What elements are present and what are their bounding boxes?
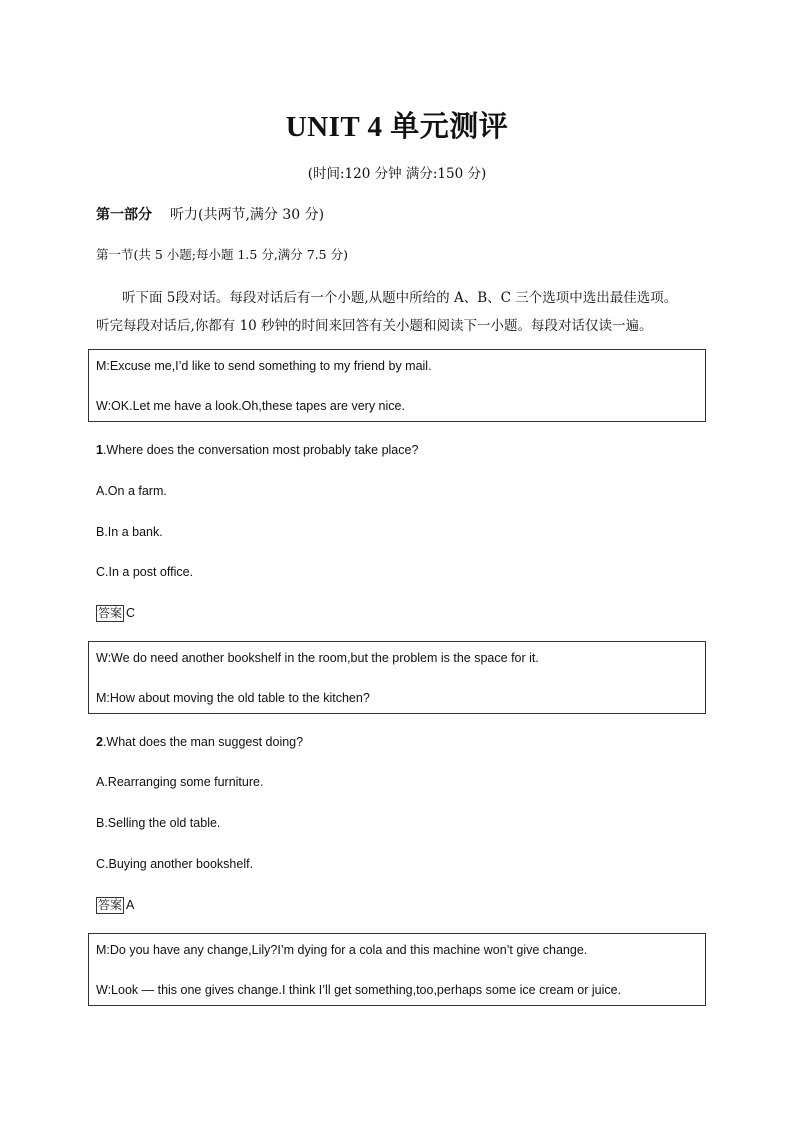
dialogue-box-2 [88,641,706,714]
instructions [96,284,706,340]
option-b: B.In a bank. [96,525,163,539]
part-heading [96,204,324,224]
answer-tag: 答案 [98,898,123,912]
dialogue-line: W:Look — this one gives change.I think I’ll get something,too,perhaps some ice cream or juice. [96,983,622,997]
question-number: 1 [96,443,103,457]
option-c: C.Buying another bookshelf. [96,857,254,871]
answer-2 [96,897,134,914]
option-a: A.Rearranging some furniture. [96,775,264,789]
option-c: C.In a post office. [96,565,194,579]
question-number: 2 [96,735,103,749]
option-a: A.On a farm. [96,484,167,498]
instructions-line-1: 听下面 5段对话。每段对话后有一个小题,从题中所给的 A、B、C 三个选项中选出最佳选项。 [122,290,678,306]
dialogue-line: W:We do need another bookshelf in the room,but the problem is the space for it. [96,651,539,665]
section-heading: 第一节(共 5 小题;每小题 1.5 分,满分 7.5 分) [96,247,348,262]
part-description: 听力(共两节,满分 30 分) [170,207,325,223]
dialogue-line: M:Do you have any change,Lily?I’m dying for a cola and this machine won’t give change. [96,943,588,957]
dialogue-line: W:OK.Let me have a look.Oh,these tapes are very nice. [96,399,405,413]
answer-value: A [126,898,135,912]
answer-1 [96,605,135,622]
dialogue-box-1 [88,349,706,422]
answer-tag: 答案 [98,606,123,620]
question-2 [96,735,303,749]
dialogue-box-3 [88,933,706,1006]
part-name: 第一部分 [96,207,152,223]
exam-info: (时间:120 分钟 满分:150 分) [307,166,487,182]
dialogue-line: M:Excuse me,I’d like to send something to my friend by mail. [96,359,432,373]
question-text: .Where does the conversation most probably take place? [102,443,419,457]
answer-value: C [126,606,136,620]
page-title: UNIT 4 单元测评 [285,111,509,143]
instructions-line-2: 听完每段对话后,你都有 10 秒钟的时间来回答有关小题和阅读下一小题。每段对话仅读一遍。 [96,318,653,334]
option-b: B.Selling the old table. [96,816,221,830]
dialogue-line: M:How about moving the old table to the kitchen? [96,691,370,705]
question-1 [96,443,418,457]
question-text: .What does the man suggest doing? [102,735,304,749]
